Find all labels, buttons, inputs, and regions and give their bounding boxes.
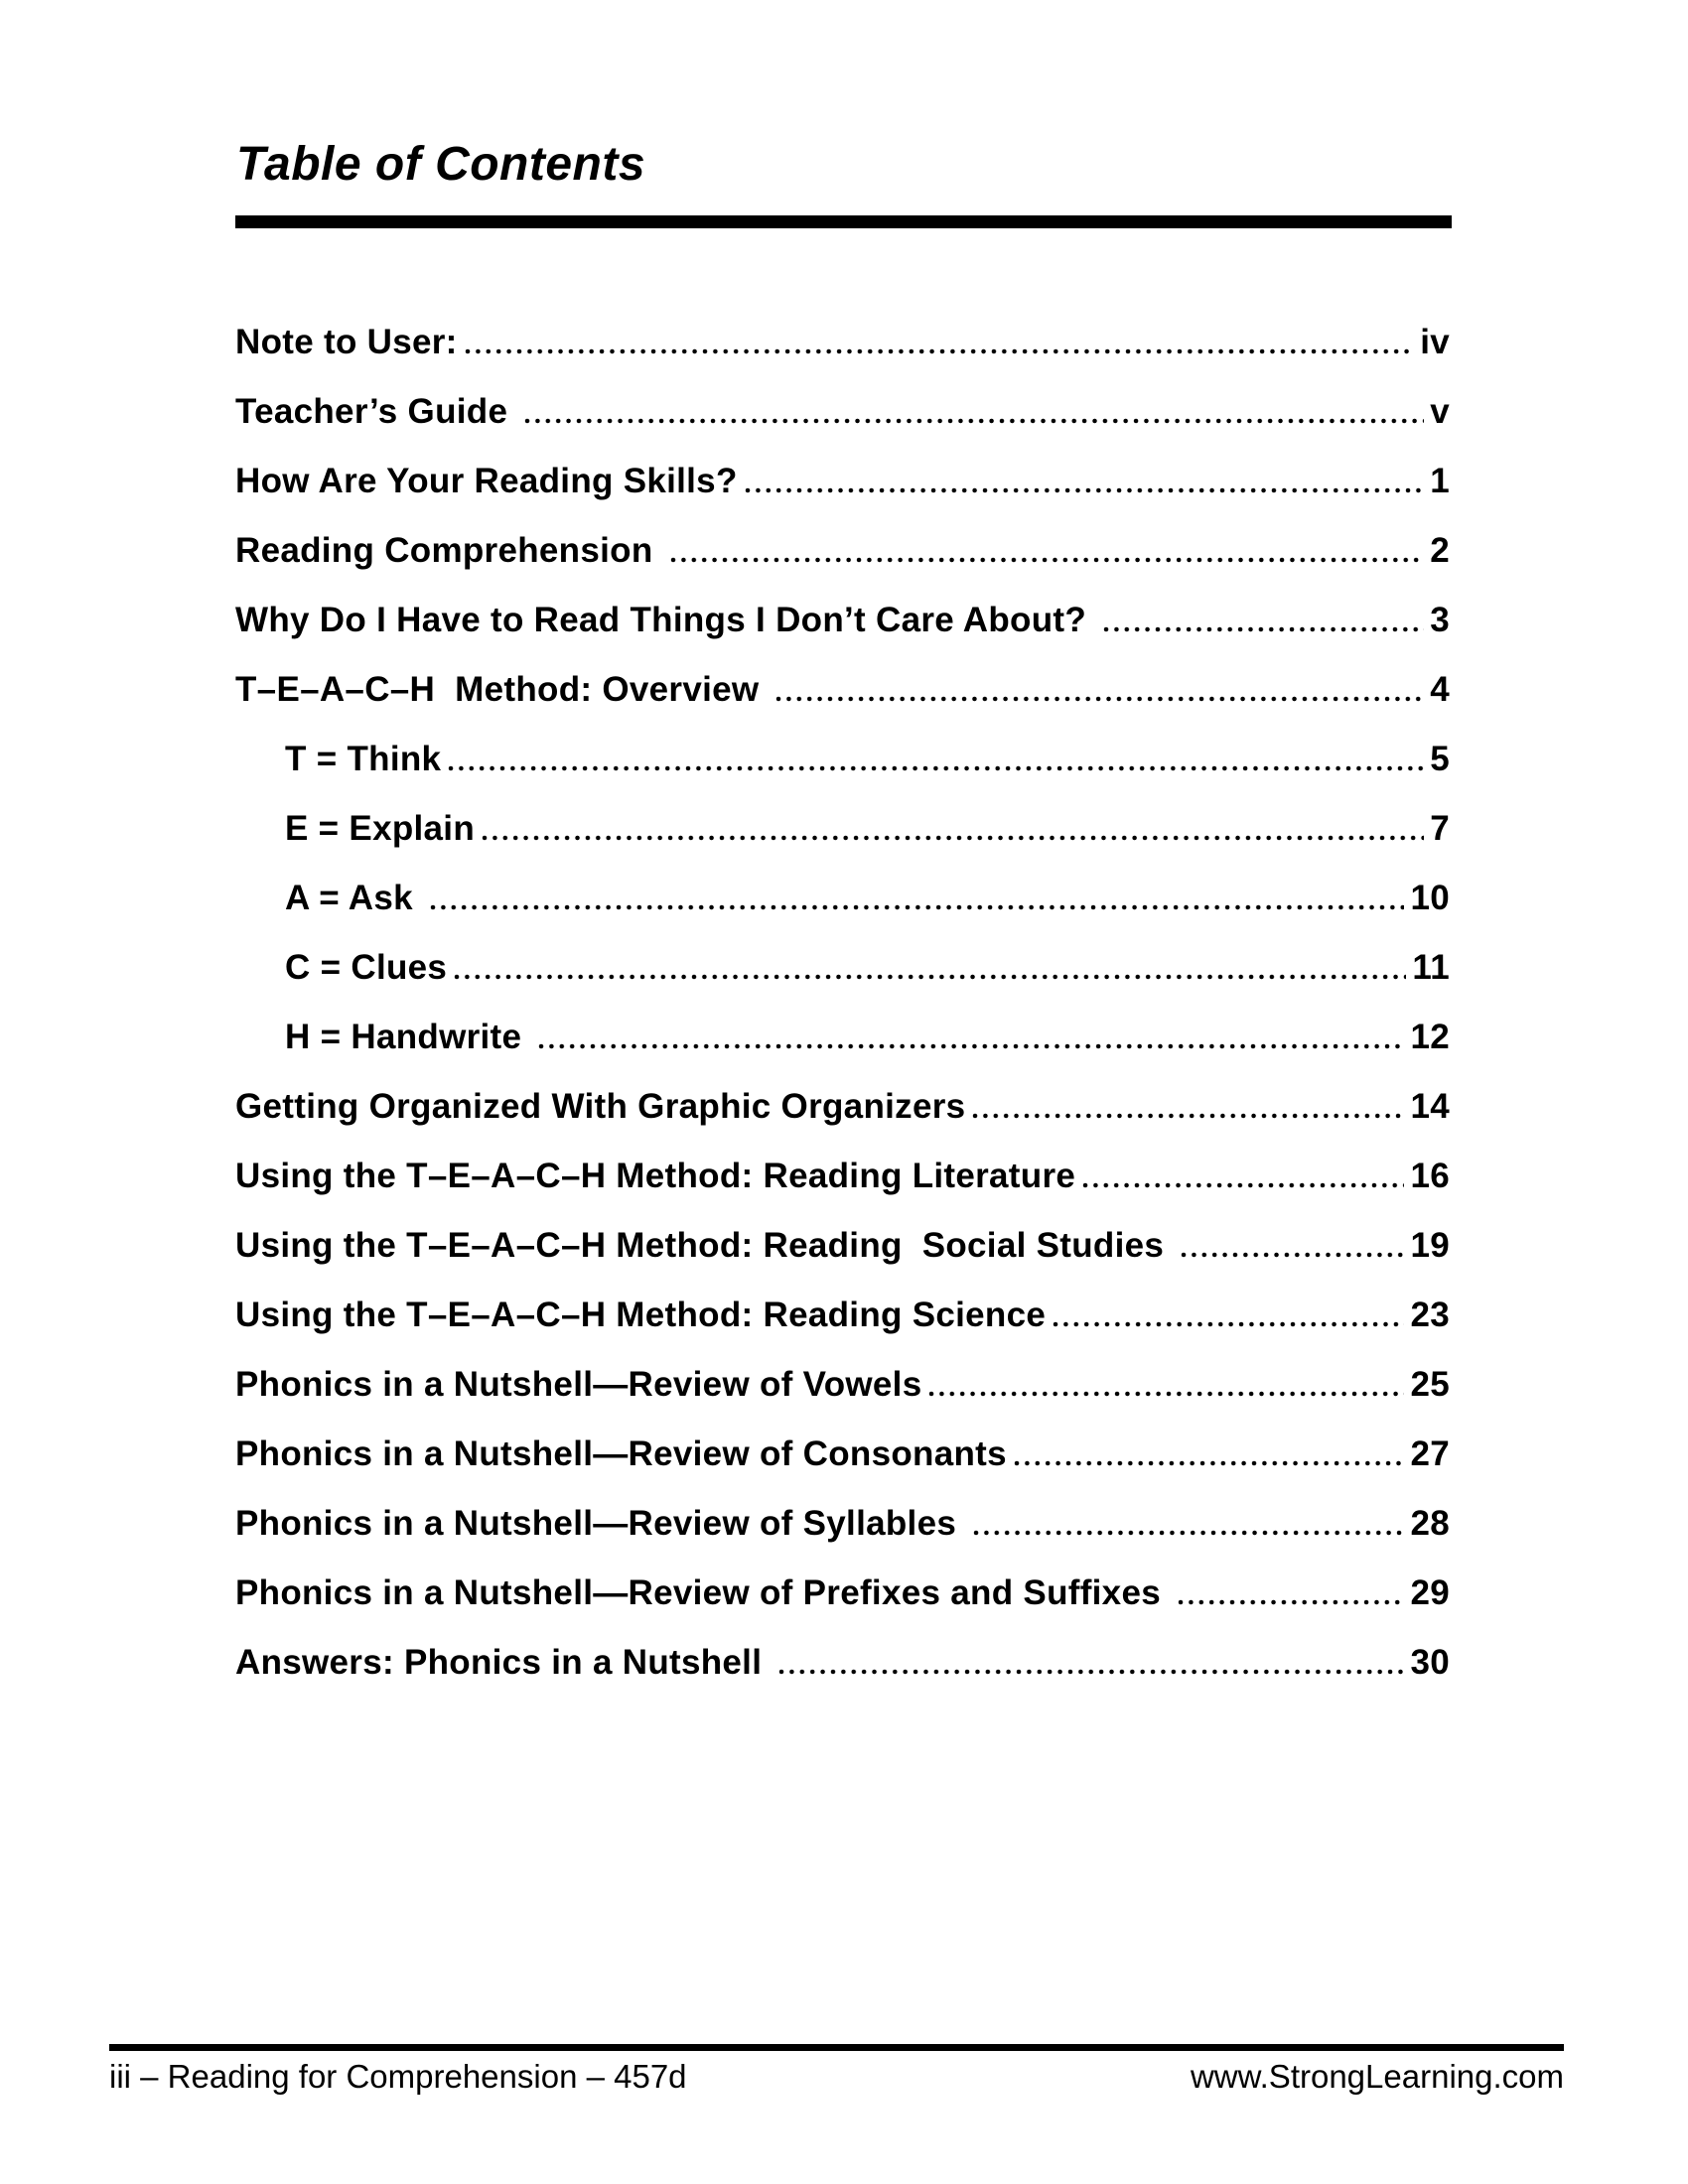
toc-entry-label: T–E–A–C–H Method: Overview (235, 670, 770, 709)
page-title: Table of Contents (236, 138, 646, 191)
toc-entry-page-number: 10 (1410, 879, 1450, 917)
toc-entry-label: Phonics in a Nutshell—Review of Vowels (235, 1365, 922, 1404)
dot-leader (1082, 1182, 1404, 1188)
toc-entry (235, 462, 1450, 531)
toc-entry (235, 1504, 1450, 1573)
dot-leader (482, 835, 1424, 841)
toc-entry (235, 1018, 1450, 1087)
dot-leader (448, 765, 1424, 771)
toc-entry (235, 1226, 1450, 1296)
toc-entry-page-number: 7 (1430, 809, 1450, 848)
toc-entry-label: How Are Your Reading Skills? (235, 462, 738, 500)
toc-entry (235, 1296, 1450, 1365)
dot-leader (973, 1530, 1404, 1536)
toc-entry-page-number: 4 (1430, 670, 1450, 709)
toc-entry-label: Using the T–E–A–C–H Method: Reading Social Studies (235, 1226, 1175, 1265)
toc-entry-page-number: 29 (1410, 1573, 1450, 1612)
toc-entry (235, 1573, 1450, 1643)
footer-rule (109, 2044, 1564, 2051)
toc-entry-page-number: 23 (1410, 1296, 1450, 1334)
toc-entry (235, 1087, 1450, 1157)
title-rule (235, 215, 1452, 228)
toc-entry-label: Using the T–E–A–C–H Method: Reading Science (235, 1296, 1047, 1334)
toc-entry-label: Getting Organized With Graphic Organizers (235, 1087, 966, 1126)
toc-entry-page-number: 3 (1430, 601, 1450, 639)
dot-leader (1178, 1599, 1404, 1605)
toc-entry-label: C = Clues (285, 948, 448, 987)
toc-entry-label: Phonics in a Nutshell—Review of Syllables (235, 1504, 967, 1543)
toc-entry-page-number: 11 (1412, 948, 1450, 987)
toc-entry-label: Why Do I Have to Read Things I Don’t Care About? (235, 601, 1097, 639)
toc-entry-page-number: 28 (1410, 1504, 1450, 1543)
toc-entry (235, 740, 1450, 809)
dot-leader (670, 557, 1425, 563)
toc-entry-page-number: 12 (1410, 1018, 1450, 1056)
toc-entry-page-number: 14 (1410, 1087, 1450, 1126)
dot-leader (775, 696, 1424, 702)
toc-entry (235, 601, 1450, 670)
toc-entry-page-number: 5 (1430, 740, 1450, 778)
toc-entry (235, 323, 1450, 392)
dot-leader (778, 1669, 1404, 1675)
toc-entry-label: A = Ask (285, 879, 423, 917)
dot-leader (430, 904, 1405, 910)
toc-entry-page-number: 30 (1410, 1643, 1450, 1682)
toc-entry-label: H = Handwrite (285, 1018, 532, 1056)
toc-entry-label: Reading Comprehension (235, 531, 663, 570)
dot-leader (454, 974, 1406, 980)
dot-leader (745, 487, 1425, 493)
dot-leader (465, 348, 1415, 354)
toc-entry-label: Teacher’s Guide (235, 392, 518, 431)
dot-leader (538, 1043, 1404, 1049)
toc-entry-page-number: 25 (1410, 1365, 1450, 1404)
dot-leader (1014, 1460, 1405, 1466)
toc-entry-page-number: 2 (1430, 531, 1450, 570)
toc-entry (235, 1643, 1450, 1712)
toc-entry-page-number: 27 (1410, 1434, 1450, 1473)
toc-entry-label: Note to User: (235, 323, 458, 361)
page-footer (109, 2058, 1564, 2096)
toc-entry (235, 809, 1450, 879)
toc-entry (235, 670, 1450, 740)
toc-entry (235, 1365, 1450, 1434)
toc-entry (235, 1434, 1450, 1504)
toc-entry-label: E = Explain (285, 809, 476, 848)
toc-entry (235, 948, 1450, 1018)
footer-page-info: iii – Reading for Comprehension – 457d (109, 2058, 687, 2095)
toc-entry-label: T = Think (285, 740, 442, 778)
toc-entry-page-number: 19 (1410, 1226, 1450, 1265)
toc-entry-label: Using the T–E–A–C–H Method: Reading Literature (235, 1157, 1076, 1195)
toc-entry-label: Phonics in a Nutshell—Review of Consonants (235, 1434, 1007, 1473)
footer-website-url: www.StrongLearning.com (1190, 2058, 1564, 2095)
toc-entry-page-number: 1 (1430, 462, 1450, 500)
dot-leader (928, 1391, 1404, 1397)
toc-entry (235, 392, 1450, 462)
dot-leader (1181, 1252, 1404, 1258)
dot-leader (1053, 1321, 1404, 1327)
toc-entry (235, 1157, 1450, 1226)
dot-leader (1103, 626, 1424, 632)
dot-leader (524, 418, 1424, 424)
toc-entry-page-number: v (1430, 392, 1450, 431)
toc-entry (235, 531, 1450, 601)
toc-entry (235, 879, 1450, 948)
toc-entry-label: Answers: Phonics in a Nutshell (235, 1643, 773, 1682)
table-of-contents-list (235, 323, 1450, 1712)
toc-entry-page-number: iv (1420, 323, 1450, 361)
dot-leader (972, 1113, 1404, 1119)
toc-entry-page-number: 16 (1410, 1157, 1450, 1195)
toc-entry-label: Phonics in a Nutshell—Review of Prefixes and Suffixes (235, 1573, 1172, 1612)
